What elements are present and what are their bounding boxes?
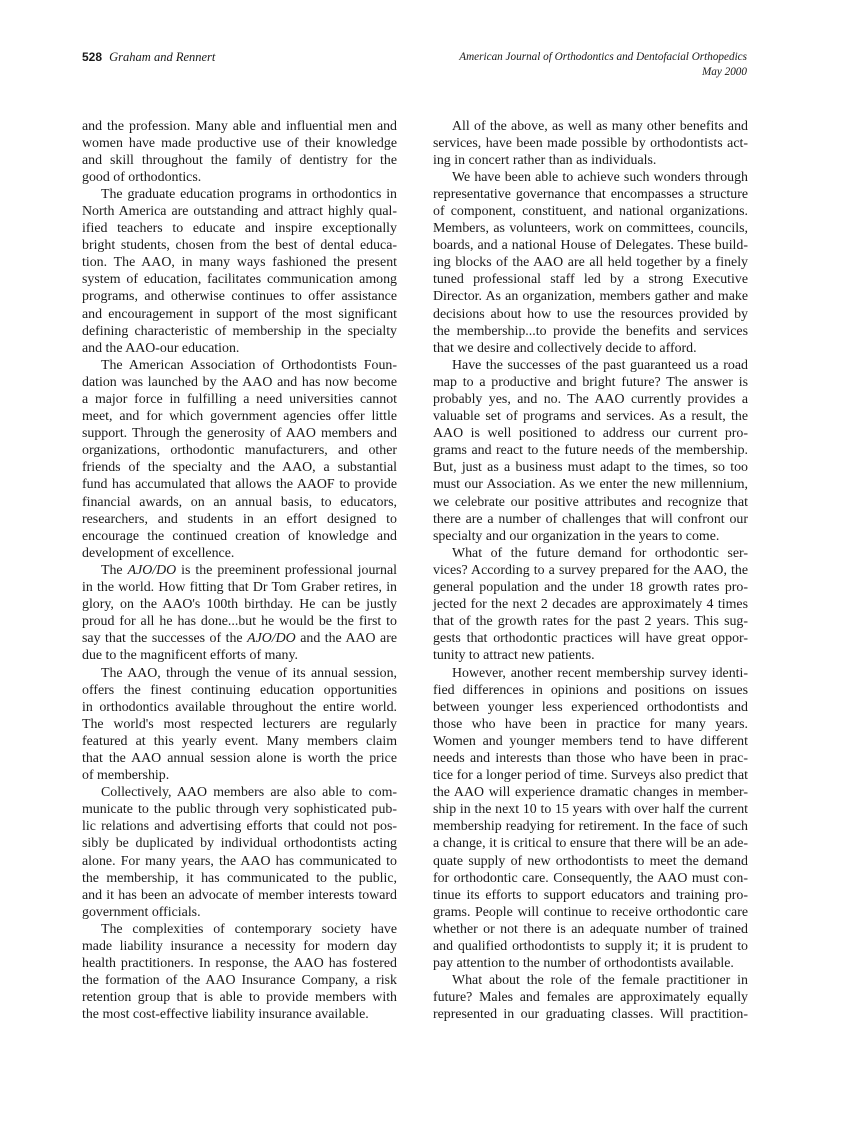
text-line: decisions about how to use the resources provided by xyxy=(433,306,748,322)
text-line: and the AAO-our education. xyxy=(82,340,240,356)
text-line: fied differences in opinions and positions on issues xyxy=(433,682,748,698)
text-line: due to the magnificent efforts of many. xyxy=(82,648,299,664)
text-line: system of education, facilitates communication among xyxy=(82,272,397,288)
text-line: women have made productive use of their knowledge xyxy=(82,135,397,151)
text-line: defining characteristic of membership in the specialty xyxy=(82,323,397,339)
text-line xyxy=(82,630,397,647)
text-line: must our Association. As we enter the new millennium, xyxy=(433,477,748,493)
text-line: municate to the public through very sophisticated pub- xyxy=(82,802,397,818)
journal-abbrev-italic: AJO/DO xyxy=(247,631,296,647)
text-line: dation was launched by the AAO and has now become xyxy=(82,374,397,390)
text-line: tice for a longer period of time. Surveys also predict that xyxy=(433,768,748,784)
running-head xyxy=(82,50,747,90)
text-line: pay attention to the number of orthodontists available. xyxy=(433,956,734,972)
text-line: grams and react to the future needs of the membership. xyxy=(433,443,748,459)
text-line: lic relations and advertising efforts that could not pos- xyxy=(82,819,397,835)
text-line: valuable set of programs and services. As a result, the xyxy=(433,409,748,425)
text-line: between younger less experienced orthodontists and xyxy=(433,699,748,715)
text-line: the membership, it has communicated to the public, xyxy=(82,870,397,886)
text-line: North America are outstanding and attract highly qual- xyxy=(82,203,397,219)
text-line: the membership...to provide the benefits and services xyxy=(433,323,748,339)
text-line: made liability insurance a necessity for modern day xyxy=(82,939,397,954)
text-segment: is the preeminent professional journal xyxy=(176,562,397,578)
running-head-left xyxy=(82,50,215,65)
text-line: vices? According to a survey prepared for the AAO, the xyxy=(433,562,748,578)
text-line: and skill throughout the family of dentistry for the xyxy=(82,152,397,168)
text-line: friends of the specialty and the AAO, a substantial xyxy=(82,460,397,476)
text-line: glory, on the AAO's 100th birthday. He can be justly xyxy=(82,597,397,613)
text-line: ified teachers to educate and inspire exceptionally xyxy=(82,221,397,237)
text-line: represented in our graduating classes. Will practition- xyxy=(433,1007,748,1023)
text-line: of component, constituent, and national organizations. xyxy=(433,203,748,219)
text-line: proud for all he has done...but he would be the first to xyxy=(82,614,397,630)
paragraph-first-line: Collectively, AAO members are also able to com- xyxy=(101,785,397,801)
text-line: map to a productive and bright future? The answer is xyxy=(433,374,748,390)
text-line: and encouragement in support of the most significant xyxy=(82,306,397,322)
text-line: membership readying for retirement. In the face of such xyxy=(433,819,748,835)
page-number: 528 xyxy=(82,50,103,64)
text-line: and it has been an advocate of member interests toward xyxy=(82,887,397,903)
text-line: whether or not there is an adequate number of trained xyxy=(433,921,748,937)
text-line: bright students, chosen from the best of dental educa- xyxy=(82,238,397,254)
text-segment: say that the successes of the xyxy=(82,631,248,647)
paragraph-first-line xyxy=(82,562,397,579)
text-line: encourage the continued creation of knowledge and xyxy=(82,528,397,544)
paragraph-first-line: What of the future demand for orthodontic ser- xyxy=(452,545,748,561)
text-line: for orthodontic care. Consequently, the AAO must con- xyxy=(433,870,748,886)
text-line: those who have been in practice for many years. xyxy=(433,716,748,732)
text-line: AAO is well positioned to address our current pro- xyxy=(433,426,748,442)
text-line: alone. For many years, the AAO has communicated to xyxy=(82,853,397,869)
text-line: But, just as a business must adapt to the times, so too xyxy=(433,460,748,476)
text-line: the formation of the AAO Insurance Company, a risk xyxy=(82,973,397,989)
paragraph-first-line: We have been able to achieve such wonders through xyxy=(452,169,748,185)
paragraph-first-line: The complexities of contemporary society have xyxy=(101,921,397,937)
text-line: offers the finest continuing education opportunities xyxy=(82,682,397,698)
text-line: Women and younger members tend to have different xyxy=(433,733,748,749)
text-line: The world's most respected lecturers are regularly xyxy=(82,716,397,732)
paragraph-first-line: However, another recent membership survey identi- xyxy=(452,665,748,681)
paragraph-first-line: The American Association of Orthodontists Foun- xyxy=(101,357,397,373)
journal-abbrev-italic: AJO/DO xyxy=(127,562,177,578)
text-line: organizations, orthodontic manufacturers, and other xyxy=(82,443,397,459)
text-line: in the world. How fitting that Dr Tom Graber retires, in xyxy=(82,580,397,596)
journal-title: American Journal of Orthodontics and Dentofacial Orthopedics xyxy=(459,51,747,63)
paragraph-first-line: What about the role of the female practitioner in xyxy=(452,973,748,989)
text-line: financial awards, on an annual basis, to educators, xyxy=(82,494,397,510)
text-line: a major force in fulfilling a need universities cannot xyxy=(82,392,397,407)
text-line: and the profession. Many able and influential men and xyxy=(82,118,397,134)
paragraph-first-line: The AAO, through the venue of its annual session, xyxy=(101,665,397,681)
text-line: researchers, and students in an effort designed to xyxy=(82,511,397,527)
text-line: sibly be duplicated by individual orthodontists acting xyxy=(82,836,397,852)
text-line: representative governance that encompasses a structure xyxy=(433,186,748,202)
text-line: tion. The AAO, in many ways fashioned the present xyxy=(82,255,397,271)
text-line: gests that orthodontic practices will have great oppor- xyxy=(433,631,748,647)
running-head-right xyxy=(459,50,747,80)
text-line: of membership. xyxy=(82,768,170,784)
text-line: ing in concert rather than as individuals. xyxy=(433,152,657,168)
text-segment: The xyxy=(101,562,128,578)
text-line: there are a number of challenges that will confront our xyxy=(433,511,748,527)
text-column-left xyxy=(82,118,397,1024)
text-line: probably yes, and no. The AAO currently provides a xyxy=(433,392,748,407)
text-line: quate supply of new orthodontists to meet the demand xyxy=(433,853,748,869)
text-line: services, have been made possible by orthodontists act- xyxy=(433,135,748,151)
text-line: development of excellence. xyxy=(82,545,235,561)
text-line: that the AAO annual session alone is worth the price xyxy=(82,750,397,766)
text-line: Members, as volunteers, work on committees, councils, xyxy=(433,221,748,237)
text-line: programs, and otherwise continues to offer assistance xyxy=(82,289,397,305)
text-line: needs and interests than those who have been in prac- xyxy=(433,750,748,766)
text-line: tuned professional staff led by a strong Executive xyxy=(433,272,748,288)
text-line: ship in the next 10 to 15 years with over half the current xyxy=(433,802,748,818)
text-line: Director. As an organization, members gather and make xyxy=(433,289,748,305)
text-line: jected for the next 2 decades are approximately 4 times xyxy=(433,597,748,613)
text-column-right xyxy=(433,118,748,1024)
text-line: the AAO will experience dramatic changes in member- xyxy=(433,785,748,801)
text-line: that we desire and collectively decide to afford. xyxy=(433,340,697,356)
text-line: and qualified orthodontists to supply it; it is prudent to xyxy=(433,939,748,954)
paragraph-first-line: All of the above, as well as many other benefits and xyxy=(452,118,748,134)
issue-date: May 2000 xyxy=(701,66,747,78)
text-line: tinue its efforts to support educators and training pro- xyxy=(433,887,748,903)
text-line: that of the growth rates for the past 2 years. This sug- xyxy=(433,614,748,630)
text-line: retention group that is able to provide members with xyxy=(82,990,397,1006)
text-line: boards, and a national House of Delegates. These build- xyxy=(433,238,748,254)
text-line: the most cost-effective liability insurance available. xyxy=(82,1007,369,1023)
text-line: fund has accumulated that allows the AAOF to provide xyxy=(82,477,397,493)
text-line: featured at this yearly event. Many members claim xyxy=(82,733,397,749)
running-head-authors: Graham and Rennert xyxy=(109,50,216,64)
text-line: grams. People will continue to receive orthodontic care xyxy=(433,904,748,920)
text-line: we celebrate our positive attributes and recognize that xyxy=(433,494,748,510)
text-line: general population and the under 18 growth rates pro- xyxy=(433,580,748,596)
text-line: tunity to attract new patients. xyxy=(433,648,595,664)
text-line: future? Males and females are approximately equally xyxy=(433,990,748,1006)
text-line: in orthodontics available throughout the entire world. xyxy=(82,699,397,715)
text-line: health practitioners. In response, the AAO has fostered xyxy=(82,956,397,972)
text-line: specialty and our organization in the years to come. xyxy=(433,528,720,544)
text-line: support. Through the generosity of AAO members and xyxy=(82,426,397,442)
text-line: government officials. xyxy=(82,904,201,920)
text-line: a change, it is critical to ensure that there will be an ade- xyxy=(433,836,748,852)
paragraph-first-line: Have the successes of the past guaranteed us a road xyxy=(452,357,748,373)
text-segment: and the AAO are xyxy=(295,631,398,647)
text-line: good of orthodontics. xyxy=(82,169,202,185)
text-line: meet, and for which government agencies offer little xyxy=(82,409,397,425)
paragraph-first-line: The graduate education programs in orthodontics in xyxy=(101,186,397,202)
text-line: ing blocks of the AAO are all held together by a finely xyxy=(433,255,748,271)
